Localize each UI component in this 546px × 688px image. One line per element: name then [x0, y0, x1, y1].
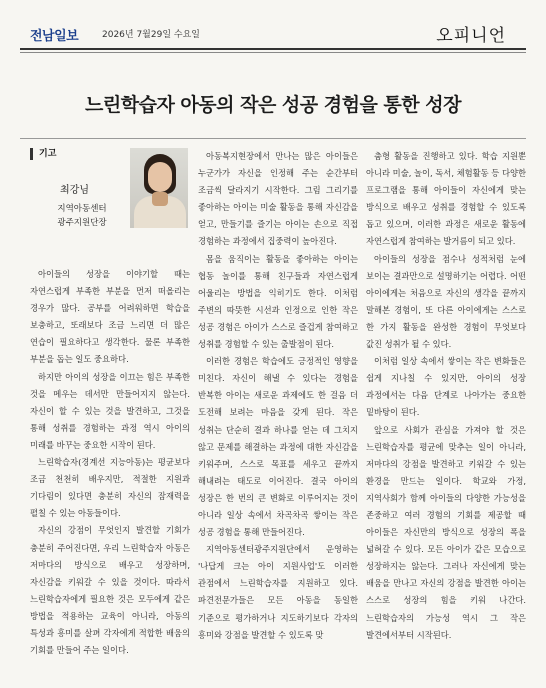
author-affiliation: [46, 202, 118, 230]
paragraph: 이러한 경험은 학습에도 긍정적인 영향을 미친다. 자신이 해낼 수 있다는 경험을 반복한 아이는 새로운 과제에도 한 걸음 더 도전해 보려는 마음을 갖게 된다. 작은 성취는 단순히 결과 하나를 얻는 데 그치지 않고 문제를 해결하는 과정에 대한 자신감을 키워주며, 스스로 목표를 세우고 끝까지 해내려는 태도로 이어진다. 결국 아이의 성장은 한 번의 큰 변화로 이루어지는 것이 아니라 일상 속에서 차곡차곡 쌓이는 작은 성공 경험을 통해 만들어진다.: [198, 356, 358, 538]
newspaper-logo: 전남일보: [30, 29, 79, 44]
author-name: 최강님: [60, 185, 89, 196]
paragraph: 지역아동센터광주지원단에서 운영하는 '나답게 크는 아이 지원사업'도 이러한 관점에서 느린학습자를 지원하고 있다. 파견전문가들은 모든 아동을 동일한 기준으로 평가하거나 지도하기보다 각자의 흥미와 강점을 발견할 수 있도록 맞: [198, 544, 358, 640]
article-column-1: [30, 148, 190, 659]
author-org-line2: 광주지원단장: [57, 218, 107, 228]
paragraph: 자신의 강점이 무엇인지 발견할 기회가 충분히 주어진다면, 우리 느린학습자 아동은 저마다의 방식으로 배우고 성장하며, 자신감을 키워갈 수 있을 것이다. 따라서 느린학습자에게 필요한 것은 모두에게 같은 방법을 적용하는 교육이 아니라, 아동의 특성과 흥미를 살펴 각자에게 적합한 배움의 기회를 만들어 주는 일이다.: [30, 525, 190, 656]
paragraph: 몸을 움직이는 활동을 좋아하는 아이는 협동 놀이를 통해 친구들과 자연스럽게 어울리는 방법을 익히기도 한다. 이처럼 주변의 따뜻한 시선과 인정으로 인한 작은 성공 경험은 아이가 스스로 즐겁게 참여하고 성취를 경험할 수 있는 출발점이 된다.: [198, 253, 358, 350]
author-photo: [130, 148, 188, 228]
headline-rule: [20, 138, 526, 139]
header-rule: [20, 48, 526, 50]
paragraph: 아동복지현장에서 만나는 많은 아이들은 누군가가 자신을 인정해 주는 순간부터 조금씩 달라지기 시작한다. 그림 그리기를 좋아하는 아이는 미술 활동을 통해 자신감을 얻고, 만들기를 즐기는 아이는 손으로 직접 경험하는 과정에서 집중력이 높아진다.: [198, 151, 358, 247]
byline: [30, 148, 190, 266]
paragraph: 이처럼 일상 속에서 쌓이는 작은 변화들은 쉽게 지나칠 수 있지만, 아이의 성장 과정에서는 다음 단계로 나아가는 중요한 밑바탕이 된다.: [366, 356, 526, 418]
section-title: 오피니언: [436, 26, 506, 46]
author-org-line1: 지역아동센터: [57, 204, 107, 214]
article-tag: 기고: [30, 148, 56, 160]
paragraph: 앞으로 사회가 관심을 가져야 할 것은 느린학습자를 평균에 맞추는 일이 아니라, 저마다의 강점을 발견하고 키워갈 수 있는 환경을 만드는 일이다. 학교와 가정, 지역사회가 함께 아이들의 다양한 가능성을 존중하고 여러 경험의 기회를 제공할 때 아이들은 자신만의 방식으로 성장의 폭을 넓혀갈 수 있다. 모든 아이가 같은 모습으로 성장하지는 않는다. 그러나 자신에게 맞는 배움을 만나고 자신의 강점을 발견한 아이는 스스로 성장의 힘을 키워 나간다. 느린학습자의 가능성 역시 그 작은 발견에서부터 시작된다.: [366, 424, 526, 640]
article-column-2: [198, 148, 358, 644]
paragraph: 아이들의 성장을 점수나 성적처럼 눈에 보이는 결과만으로 설명하기는 어렵다. 어떤 아이에게는 처음으로 자신의 생각을 끝까지 말해본 경험이, 또 다른 아이에게는 스스로 한 가지 활동을 완성한 경험이 무엇보다 값진 성취가 될 수 있다.: [366, 253, 526, 350]
paragraph: 아이들의 성장을 이야기할 때는 자연스럽게 부족한 부분을 먼저 떠올리는 경우가 많다. 공부를 어려워하면 학습을 보충하고, 또래보다 조금 느리면 더 많은 연습이 필요하다고 생각한다. 물론 부족한 부분을 돕는 일도 중요하다.: [30, 269, 190, 365]
paragraph: 하지만 아이의 성장을 이끄는 힘은 부족한 것을 메우는 데서만 만들어지지 않는다. 자신이 할 수 있는 것을 발견하고, 그것을 통해 성취를 경험하는 과정 역시 아이의 미래를 바꾸는 중요한 시작이 된다.: [30, 371, 190, 450]
article-column-3: [366, 148, 526, 644]
article-headline: 느린학습자 아동의 작은 성공 경험을 통한 성장: [85, 94, 461, 116]
paragraph: 느린학습자(경계선 지능아동)는 평균보다 조금 천천히 배우지만, 적절한 지원과 기다림이 있다면 충분히 자신의 잠재력을 펼칠 수 있는 아동들이다.: [30, 457, 190, 519]
paragraph: 춤형 활동을 진행하고 있다. 학습 지원뿐 아니라 미술, 놀이, 독서, 체험활동 등 다양한 프로그램을 통해 아이들이 자신에게 맞는 방식으로 배우고 성취를 경험할 수 있도록 돕고 있으며, 이러한 과정은 새로운 활동에 자연스럽게 참여하는 발거름이 되고 있다.: [366, 151, 526, 247]
header-rule-thin: [20, 52, 526, 53]
issue-date: 2026년 7월29일 수요일: [102, 30, 200, 40]
